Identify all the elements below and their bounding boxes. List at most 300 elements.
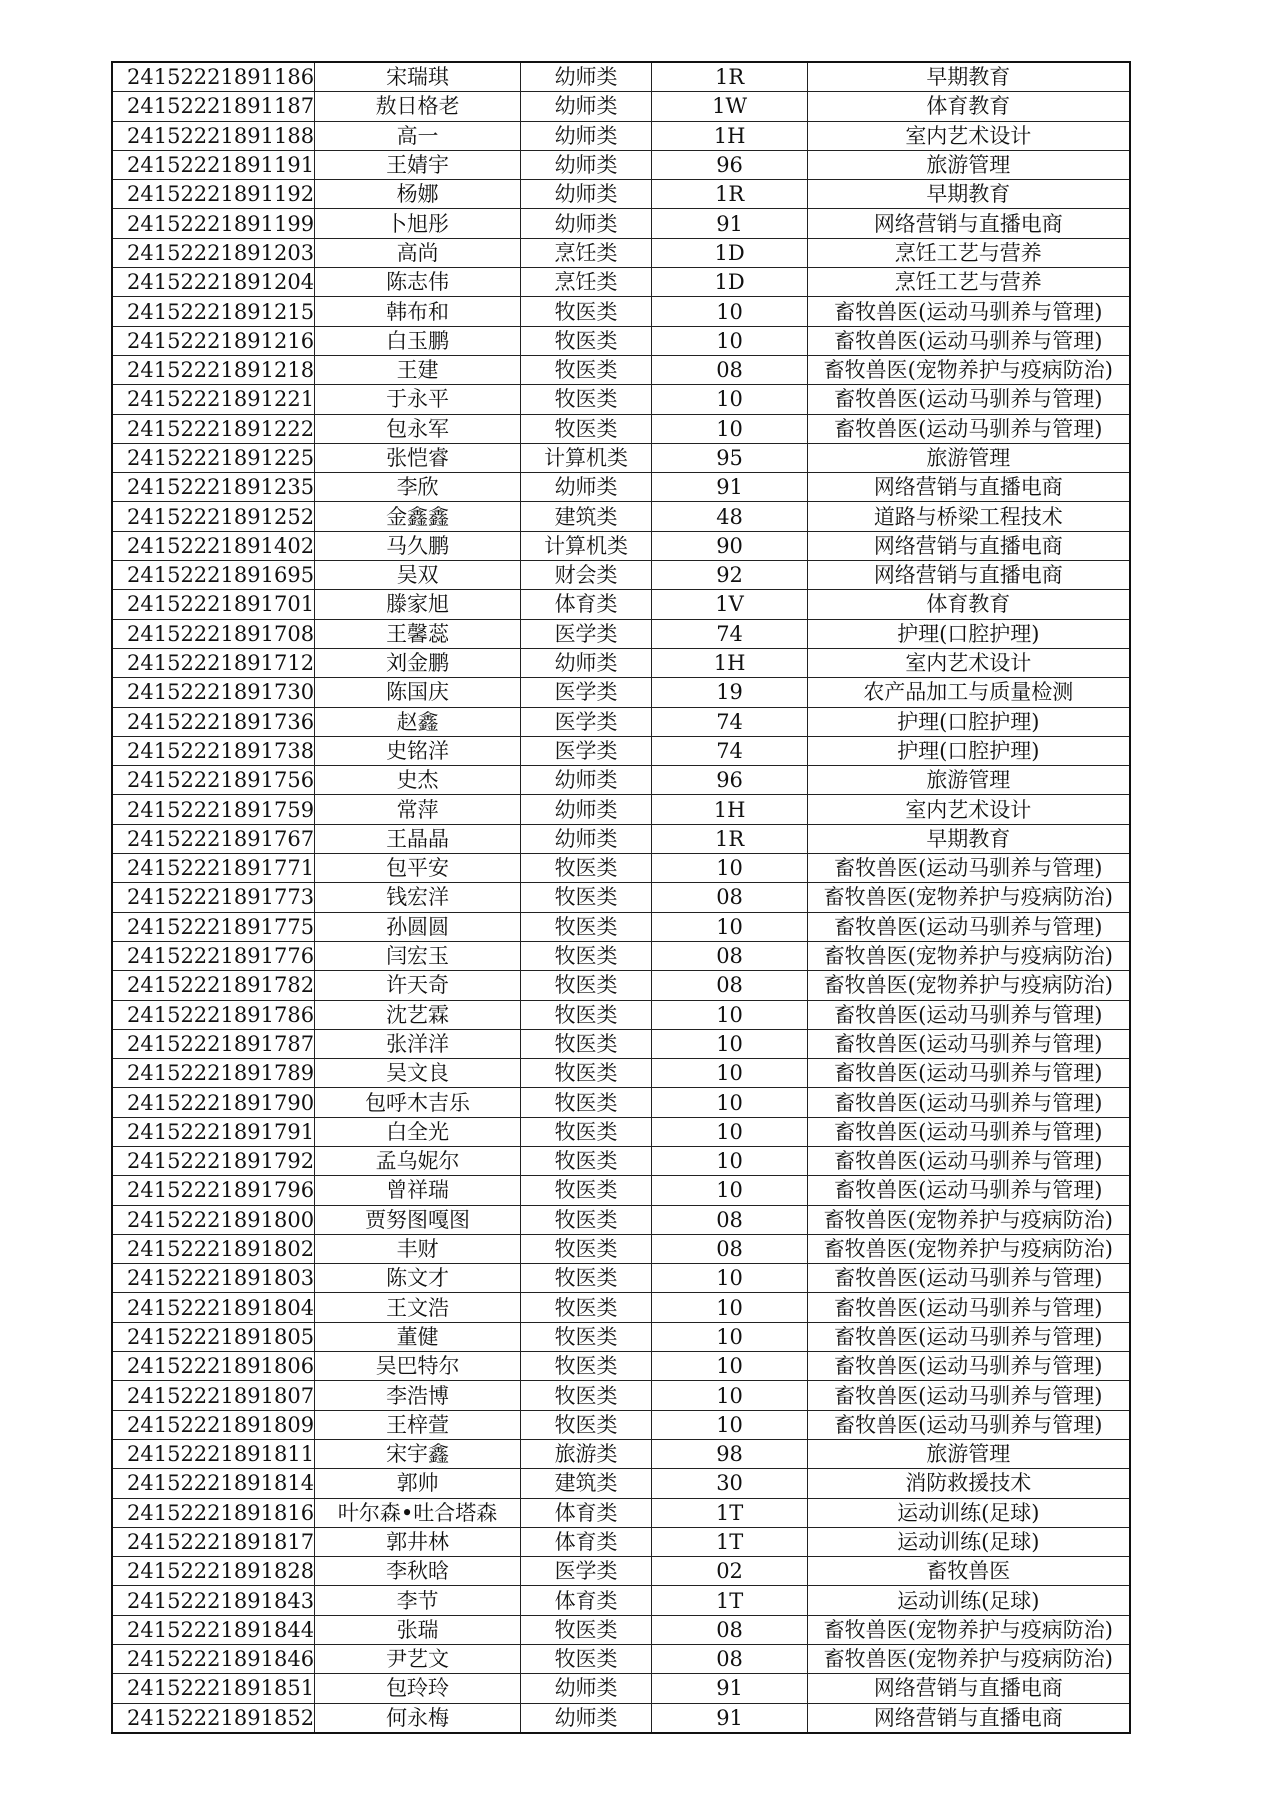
major-name-cell: 畜牧兽医(运动马驯养与管理) (808, 1264, 1130, 1293)
table-row (112, 1293, 1130, 1322)
category-cell: 牧医类 (521, 1293, 652, 1322)
candidate-id-cell: 24152221891807 (112, 1381, 315, 1410)
candidate-id-cell: 24152221891852 (112, 1703, 315, 1733)
table-row (112, 1557, 1130, 1586)
table-row (112, 824, 1130, 853)
major-name-cell: 旅游管理 (808, 150, 1130, 179)
major-name-cell: 旅游管理 (808, 443, 1130, 472)
table-row (112, 854, 1130, 883)
category-cell: 建筑类 (521, 502, 652, 531)
major-code-cell: 1H (652, 121, 808, 150)
table-row (112, 1645, 1130, 1674)
candidate-id-cell: 24152221891814 (112, 1469, 315, 1498)
major-code-cell: 92 (652, 561, 808, 590)
category-cell: 牧医类 (521, 1645, 652, 1674)
major-code-cell: 10 (652, 1000, 808, 1029)
table-row (112, 1615, 1130, 1644)
major-name-cell: 畜牧兽医(运动马驯养与管理) (808, 1146, 1130, 1175)
category-cell: 牧医类 (521, 1234, 652, 1263)
candidate-id-cell: 24152221891851 (112, 1674, 315, 1703)
category-cell: 牧医类 (521, 971, 652, 1000)
candidate-id-cell: 24152221891786 (112, 1000, 315, 1029)
major-name-cell: 早期教育 (808, 180, 1130, 209)
major-name-cell: 畜牧兽医(运动马驯养与管理) (808, 1352, 1130, 1381)
category-cell: 幼师类 (521, 1703, 652, 1733)
category-cell: 牧医类 (521, 1615, 652, 1644)
candidate-id-cell: 24152221891804 (112, 1293, 315, 1322)
major-code-cell: 74 (652, 707, 808, 736)
category-cell: 计算机类 (521, 531, 652, 560)
candidate-id-cell: 24152221891802 (112, 1234, 315, 1263)
category-cell: 烹饪类 (521, 268, 652, 297)
table-row (112, 1586, 1130, 1615)
candidate-id-cell: 24152221891186 (112, 62, 315, 92)
candidate-id-cell: 24152221891204 (112, 268, 315, 297)
major-name-cell: 畜牧兽医(运动马驯养与管理) (808, 414, 1130, 443)
table-row (112, 92, 1130, 121)
major-name-cell: 烹饪工艺与营养 (808, 238, 1130, 267)
student-name-cell: 何永梅 (315, 1703, 521, 1733)
major-code-cell: 1R (652, 824, 808, 853)
student-name-cell: 尹艺文 (315, 1645, 521, 1674)
candidate-id-cell: 24152221891203 (112, 238, 315, 267)
candidate-id-cell: 24152221891811 (112, 1439, 315, 1468)
major-code-cell: 1H (652, 648, 808, 677)
major-code-cell: 10 (652, 1059, 808, 1088)
category-cell: 烹饪类 (521, 238, 652, 267)
major-name-cell: 运动训练(足球) (808, 1527, 1130, 1556)
major-name-cell: 畜牧兽医(运动马驯养与管理) (808, 854, 1130, 883)
candidate-id-cell: 24152221891806 (112, 1352, 315, 1381)
candidate-id-cell: 24152221891791 (112, 1117, 315, 1146)
table-row (112, 502, 1130, 531)
table-row (112, 1439, 1130, 1468)
candidate-id-cell: 24152221891792 (112, 1146, 315, 1175)
major-name-cell: 畜牧兽医(运动马驯养与管理) (808, 1000, 1130, 1029)
category-cell: 牧医类 (521, 414, 652, 443)
candidate-id-cell: 24152221891216 (112, 326, 315, 355)
student-name-cell: 许天奇 (315, 971, 521, 1000)
table-row (112, 121, 1130, 150)
candidate-id-cell: 24152221891221 (112, 385, 315, 414)
major-code-cell: 10 (652, 414, 808, 443)
student-name-cell: 吴文良 (315, 1059, 521, 1088)
student-name-cell: 白玉鹏 (315, 326, 521, 355)
major-name-cell: 畜牧兽医(运动马驯养与管理) (808, 385, 1130, 414)
student-name-cell: 包永军 (315, 414, 521, 443)
candidate-id-cell: 24152221891800 (112, 1205, 315, 1234)
category-cell: 牧医类 (521, 1000, 652, 1029)
category-cell: 牧医类 (521, 1205, 652, 1234)
major-name-cell: 体育教育 (808, 92, 1130, 121)
student-name-cell: 包玲玲 (315, 1674, 521, 1703)
student-name-cell: 王文浩 (315, 1293, 521, 1322)
major-name-cell: 畜牧兽医(运动马驯养与管理) (808, 1322, 1130, 1351)
major-name-cell: 畜牧兽医(运动马驯养与管理) (808, 326, 1130, 355)
major-name-cell: 网络营销与直播电商 (808, 531, 1130, 560)
student-name-cell: 刘金鹏 (315, 648, 521, 677)
major-name-cell: 畜牧兽医(宠物养护与疫病防治) (808, 883, 1130, 912)
candidate-id-cell: 24152221891787 (112, 1029, 315, 1058)
category-cell: 牧医类 (521, 1088, 652, 1117)
major-code-cell: 91 (652, 1703, 808, 1733)
table-row (112, 1088, 1130, 1117)
candidate-id-cell: 24152221891803 (112, 1264, 315, 1293)
table-row (112, 1498, 1130, 1527)
student-name-cell: 陈志伟 (315, 268, 521, 297)
major-code-cell: 10 (652, 1088, 808, 1117)
major-name-cell: 旅游管理 (808, 766, 1130, 795)
major-name-cell: 室内艺术设计 (808, 121, 1130, 150)
candidate-id-cell: 24152221891191 (112, 150, 315, 179)
major-code-cell: 98 (652, 1439, 808, 1468)
category-cell: 牧医类 (521, 883, 652, 912)
major-name-cell: 畜牧兽医(运动马驯养与管理) (808, 1293, 1130, 1322)
category-cell: 牧医类 (521, 1117, 652, 1146)
major-name-cell: 旅游管理 (808, 1439, 1130, 1468)
candidate-id-cell: 24152221891235 (112, 473, 315, 502)
student-name-cell: 钱宏洋 (315, 883, 521, 912)
major-code-cell: 10 (652, 1381, 808, 1410)
major-code-cell: 08 (652, 1645, 808, 1674)
student-name-cell: 高一 (315, 121, 521, 150)
category-cell: 医学类 (521, 707, 652, 736)
student-name-cell: 滕家旭 (315, 590, 521, 619)
candidate-id-cell: 24152221891828 (112, 1557, 315, 1586)
candidate-id-cell: 24152221891805 (112, 1322, 315, 1351)
major-code-cell: 1D (652, 238, 808, 267)
table-row (112, 443, 1130, 472)
candidate-id-cell: 24152221891782 (112, 971, 315, 1000)
candidate-id-cell: 24152221891218 (112, 355, 315, 384)
major-code-cell: 1T (652, 1586, 808, 1615)
major-code-cell: 74 (652, 619, 808, 648)
category-cell: 牧医类 (521, 1176, 652, 1205)
major-code-cell: 10 (652, 297, 808, 326)
student-name-cell: 包呼木吉乐 (315, 1088, 521, 1117)
candidate-id-cell: 24152221891816 (112, 1498, 315, 1527)
table-row (112, 1059, 1130, 1088)
major-name-cell: 畜牧兽医(宠物养护与疫病防治) (808, 1234, 1130, 1263)
major-name-cell: 室内艺术设计 (808, 648, 1130, 677)
table-row (112, 473, 1130, 502)
category-cell: 旅游类 (521, 1439, 652, 1468)
category-cell: 幼师类 (521, 766, 652, 795)
candidate-id-cell: 24152221891402 (112, 531, 315, 560)
candidate-id-cell: 24152221891188 (112, 121, 315, 150)
major-code-cell: 1R (652, 180, 808, 209)
major-code-cell: 10 (652, 1352, 808, 1381)
table-row (112, 1000, 1130, 1029)
major-code-cell: 10 (652, 854, 808, 883)
major-name-cell: 运动训练(足球) (808, 1498, 1130, 1527)
category-cell: 牧医类 (521, 1410, 652, 1439)
category-cell: 幼师类 (521, 648, 652, 677)
table-row (112, 180, 1130, 209)
major-code-cell: 10 (652, 1117, 808, 1146)
major-code-cell: 08 (652, 971, 808, 1000)
major-code-cell: 10 (652, 1322, 808, 1351)
category-cell: 牧医类 (521, 1146, 652, 1175)
candidate-id-cell: 24152221891199 (112, 209, 315, 238)
major-code-cell: 74 (652, 736, 808, 765)
student-name-cell: 郭帅 (315, 1469, 521, 1498)
candidate-id-cell: 24152221891817 (112, 1527, 315, 1556)
table-row (112, 385, 1130, 414)
major-name-cell: 道路与桥梁工程技术 (808, 502, 1130, 531)
major-name-cell: 网络营销与直播电商 (808, 473, 1130, 502)
student-name-cell: 郭井林 (315, 1527, 521, 1556)
major-name-cell: 护理(口腔护理) (808, 619, 1130, 648)
major-code-cell: 10 (652, 1264, 808, 1293)
table-row (112, 678, 1130, 707)
student-name-cell: 赵鑫 (315, 707, 521, 736)
major-code-cell: 1D (652, 268, 808, 297)
major-name-cell: 网络营销与直播电商 (808, 1674, 1130, 1703)
table-row (112, 326, 1130, 355)
student-name-cell: 杨娜 (315, 180, 521, 209)
table-body (112, 62, 1130, 1733)
major-name-cell: 早期教育 (808, 824, 1130, 853)
table-row (112, 619, 1130, 648)
major-code-cell: 10 (652, 326, 808, 355)
major-name-cell: 运动训练(足球) (808, 1586, 1130, 1615)
student-name-cell: 李节 (315, 1586, 521, 1615)
student-name-cell: 卜旭彤 (315, 209, 521, 238)
category-cell: 体育类 (521, 590, 652, 619)
major-name-cell: 畜牧兽医(运动马驯养与管理) (808, 297, 1130, 326)
major-name-cell: 畜牧兽医(运动马驯养与管理) (808, 1029, 1130, 1058)
major-code-cell: 08 (652, 941, 808, 970)
category-cell: 牧医类 (521, 385, 652, 414)
table-row (112, 1674, 1130, 1703)
candidate-id-cell: 24152221891775 (112, 912, 315, 941)
category-cell: 医学类 (521, 619, 652, 648)
major-code-cell: 10 (652, 385, 808, 414)
category-cell: 幼师类 (521, 1674, 652, 1703)
category-cell: 牧医类 (521, 1264, 652, 1293)
major-code-cell: 10 (652, 1410, 808, 1439)
major-code-cell: 10 (652, 1176, 808, 1205)
table-row (112, 1176, 1130, 1205)
candidate-id-cell: 24152221891759 (112, 795, 315, 824)
student-name-cell: 白全光 (315, 1117, 521, 1146)
major-name-cell: 网络营销与直播电商 (808, 1703, 1130, 1733)
category-cell: 体育类 (521, 1527, 652, 1556)
candidate-id-cell: 24152221891738 (112, 736, 315, 765)
table-row (112, 1146, 1130, 1175)
table-row (112, 1527, 1130, 1556)
table-row (112, 1469, 1130, 1498)
major-name-cell: 消防救援技术 (808, 1469, 1130, 1498)
student-name-cell: 敖日格老 (315, 92, 521, 121)
candidate-id-cell: 24152221891695 (112, 561, 315, 590)
table-row (112, 1381, 1130, 1410)
table-row (112, 1234, 1130, 1263)
table-row (112, 912, 1130, 941)
table-row (112, 414, 1130, 443)
table-row (112, 1352, 1130, 1381)
student-name-cell: 常萍 (315, 795, 521, 824)
table-row (112, 1117, 1130, 1146)
candidate-id-cell: 24152221891736 (112, 707, 315, 736)
student-name-cell: 王馨蕊 (315, 619, 521, 648)
category-cell: 牧医类 (521, 355, 652, 384)
category-cell: 医学类 (521, 1557, 652, 1586)
table-row (112, 62, 1130, 92)
student-name-cell: 王晶晶 (315, 824, 521, 853)
student-name-cell: 李浩博 (315, 1381, 521, 1410)
major-name-cell: 畜牧兽医(宠物养护与疫病防治) (808, 1645, 1130, 1674)
student-name-cell: 史杰 (315, 766, 521, 795)
major-name-cell: 网络营销与直播电商 (808, 561, 1130, 590)
category-cell: 幼师类 (521, 795, 652, 824)
major-name-cell: 畜牧兽医(宠物养护与疫病防治) (808, 355, 1130, 384)
candidate-id-cell: 24152221891809 (112, 1410, 315, 1439)
major-name-cell: 室内艺术设计 (808, 795, 1130, 824)
table-row (112, 1322, 1130, 1351)
candidate-id-cell: 24152221891712 (112, 648, 315, 677)
student-name-cell: 金鑫鑫 (315, 502, 521, 531)
category-cell: 牧医类 (521, 297, 652, 326)
major-code-cell: 02 (652, 1557, 808, 1586)
major-code-cell: 10 (652, 1029, 808, 1058)
major-code-cell: 1V (652, 590, 808, 619)
major-code-cell: 1T (652, 1527, 808, 1556)
student-name-cell: 陈文才 (315, 1264, 521, 1293)
student-name-cell: 韩布和 (315, 297, 521, 326)
student-name-cell: 史铭洋 (315, 736, 521, 765)
candidate-id-cell: 24152221891844 (112, 1615, 315, 1644)
table-row (112, 883, 1130, 912)
table-row (112, 941, 1130, 970)
category-cell: 幼师类 (521, 92, 652, 121)
major-code-cell: 10 (652, 1146, 808, 1175)
major-code-cell: 96 (652, 150, 808, 179)
candidate-id-cell: 24152221891789 (112, 1059, 315, 1088)
table-row (112, 209, 1130, 238)
major-name-cell: 畜牧兽医(宠物养护与疫病防治) (808, 971, 1130, 1000)
student-name-cell: 李欣 (315, 473, 521, 502)
category-cell: 计算机类 (521, 443, 652, 472)
category-cell: 幼师类 (521, 150, 652, 179)
major-code-cell: 30 (652, 1469, 808, 1498)
major-name-cell: 护理(口腔护理) (808, 707, 1130, 736)
major-name-cell: 体育教育 (808, 590, 1130, 619)
student-name-cell: 叶尔森•吐合塔森 (315, 1498, 521, 1527)
major-name-cell: 畜牧兽医(运动马驯养与管理) (808, 1176, 1130, 1205)
category-cell: 牧医类 (521, 1381, 652, 1410)
table-row (112, 1703, 1130, 1733)
student-name-cell: 高尚 (315, 238, 521, 267)
admission-list-table (111, 61, 1131, 1734)
category-cell: 建筑类 (521, 1469, 652, 1498)
category-cell: 财会类 (521, 561, 652, 590)
student-name-cell: 董健 (315, 1322, 521, 1351)
table-row (112, 355, 1130, 384)
candidate-id-cell: 24152221891222 (112, 414, 315, 443)
major-name-cell: 农产品加工与质量检测 (808, 678, 1130, 707)
candidate-id-cell: 24152221891701 (112, 590, 315, 619)
major-code-cell: 1H (652, 795, 808, 824)
major-name-cell: 畜牧兽医(运动马驯养与管理) (808, 1381, 1130, 1410)
category-cell: 牧医类 (521, 1059, 652, 1088)
candidate-id-cell: 24152221891730 (112, 678, 315, 707)
student-name-cell: 陈国庆 (315, 678, 521, 707)
candidate-id-cell: 24152221891846 (112, 1645, 315, 1674)
table-row (112, 150, 1130, 179)
candidate-id-cell: 24152221891756 (112, 766, 315, 795)
major-code-cell: 48 (652, 502, 808, 531)
table-row (112, 766, 1130, 795)
major-code-cell: 91 (652, 473, 808, 502)
student-name-cell: 宋瑞琪 (315, 62, 521, 92)
category-cell: 幼师类 (521, 62, 652, 92)
category-cell: 牧医类 (521, 1322, 652, 1351)
major-code-cell: 90 (652, 531, 808, 560)
major-code-cell: 08 (652, 1615, 808, 1644)
student-name-cell: 宋宇鑫 (315, 1439, 521, 1468)
major-code-cell: 91 (652, 1674, 808, 1703)
major-name-cell: 畜牧兽医(宠物养护与疫病防治) (808, 1205, 1130, 1234)
table-row (112, 1264, 1130, 1293)
major-code-cell: 10 (652, 912, 808, 941)
major-code-cell: 1R (652, 62, 808, 92)
major-code-cell: 19 (652, 678, 808, 707)
student-name-cell: 丰财 (315, 1234, 521, 1263)
category-cell: 幼师类 (521, 824, 652, 853)
major-name-cell: 畜牧兽医(运动马驯养与管理) (808, 912, 1130, 941)
table-row (112, 1029, 1130, 1058)
major-name-cell: 畜牧兽医 (808, 1557, 1130, 1586)
candidate-id-cell: 24152221891767 (112, 824, 315, 853)
major-name-cell: 畜牧兽医(宠物养护与疫病防治) (808, 1615, 1130, 1644)
table-row (112, 590, 1130, 619)
major-name-cell: 畜牧兽医(运动马驯养与管理) (808, 1410, 1130, 1439)
student-name-cell: 闫宏玉 (315, 941, 521, 970)
category-cell: 牧医类 (521, 912, 652, 941)
candidate-id-cell: 24152221891708 (112, 619, 315, 648)
candidate-id-cell: 24152221891192 (112, 180, 315, 209)
candidate-id-cell: 24152221891796 (112, 1176, 315, 1205)
major-name-cell: 畜牧兽医(运动马驯养与管理) (808, 1088, 1130, 1117)
major-code-cell: 10 (652, 1293, 808, 1322)
table-row (112, 1410, 1130, 1439)
table-row (112, 297, 1130, 326)
major-code-cell: 1T (652, 1498, 808, 1527)
category-cell: 牧医类 (521, 941, 652, 970)
major-code-cell: 08 (652, 1234, 808, 1263)
student-name-cell: 吴双 (315, 561, 521, 590)
student-name-cell: 王建 (315, 355, 521, 384)
major-code-cell: 95 (652, 443, 808, 472)
table-row (112, 795, 1130, 824)
student-name-cell: 李秋晗 (315, 1557, 521, 1586)
major-code-cell: 08 (652, 883, 808, 912)
major-code-cell: 91 (652, 209, 808, 238)
candidate-id-cell: 24152221891771 (112, 854, 315, 883)
table-row (112, 736, 1130, 765)
candidate-id-cell: 24152221891215 (112, 297, 315, 326)
candidate-id-cell: 24152221891252 (112, 502, 315, 531)
category-cell: 体育类 (521, 1498, 652, 1527)
category-cell: 幼师类 (521, 180, 652, 209)
student-name-cell: 曾祥瑞 (315, 1176, 521, 1205)
candidate-id-cell: 24152221891776 (112, 941, 315, 970)
student-name-cell: 包平安 (315, 854, 521, 883)
major-code-cell: 08 (652, 355, 808, 384)
candidate-id-cell: 24152221891843 (112, 1586, 315, 1615)
